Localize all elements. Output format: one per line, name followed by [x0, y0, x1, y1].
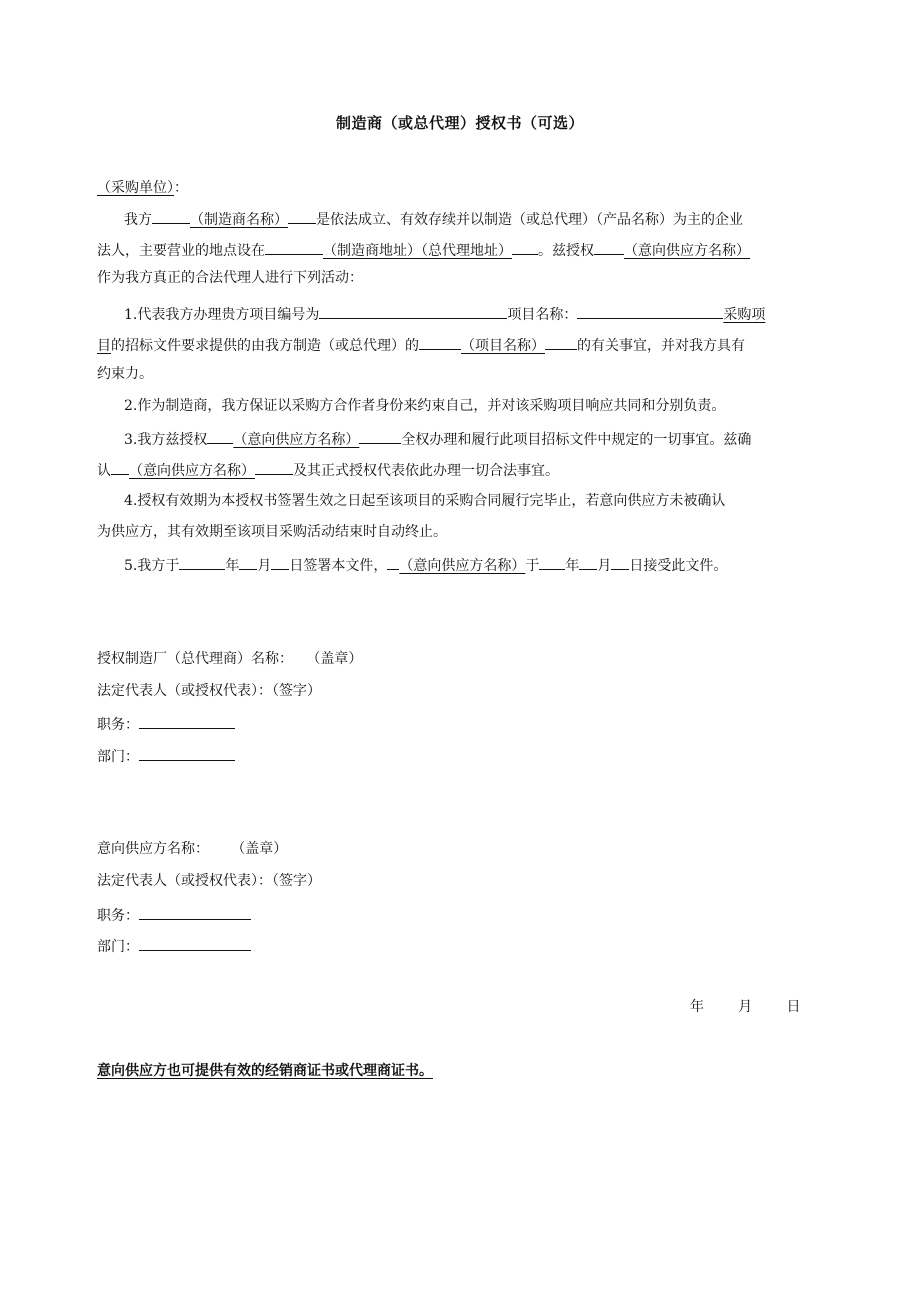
intro-line-1	[124, 208, 833, 230]
item5-year: 年	[225, 558, 240, 574]
item1-line-3: 约束力。	[97, 366, 153, 382]
document-title: 制造商（或总代理）授权书（可选）	[335, 114, 584, 132]
item1-text-f: 的有关事宜，并对我方具有	[577, 338, 745, 354]
intro-text-a: 我方	[124, 212, 152, 228]
supplier-seal-label: （盖章）	[231, 841, 288, 857]
blank	[512, 239, 538, 255]
item5-yu: 于	[525, 558, 540, 574]
item1-text-d: 目	[97, 338, 111, 354]
maker-rep-line: 法定代表人（或授权代表）：（签字）	[97, 683, 321, 699]
date-year: 年	[690, 999, 706, 1015]
item1-text-b: 项目名称：	[507, 307, 578, 323]
supplier-dept-blank	[139, 935, 251, 951]
intro-line-3: 作为我方真正的合法代理人进行下列活动：	[97, 270, 363, 286]
supplier-name-field: （意向供应方名称）	[233, 432, 360, 448]
blank	[207, 428, 233, 444]
item3-line-2	[97, 459, 833, 481]
maker-dept-line	[97, 745, 833, 767]
supplier-rep-line: 法定代表人（或授权代表）：（签字）	[97, 873, 321, 889]
item3-line-1	[124, 428, 833, 450]
blank	[387, 554, 399, 570]
item5-line	[124, 554, 833, 576]
project-name-field: （项目名称）	[461, 338, 545, 354]
supplier-position-line	[97, 904, 833, 926]
item3-text-c: 认	[97, 463, 111, 479]
maker-address-field: （制造商地址）（总代理地址）	[323, 243, 512, 259]
blank	[611, 554, 629, 570]
maker-name-field: （制造商名称）	[190, 212, 288, 228]
blank	[359, 428, 401, 444]
item3-text-b: 全权办理和履行此项目招标文件中规定的一切事宜。兹确	[401, 432, 752, 448]
blank	[419, 334, 461, 350]
supplier-name-field: （意向供应方名称）	[129, 463, 255, 479]
item1-text-c: 采购项	[723, 307, 766, 323]
supplier-name-field: （意向供应方名称）	[399, 558, 526, 574]
project-name-blank	[577, 303, 723, 319]
blank	[271, 554, 289, 570]
item5-month2: 月	[597, 558, 612, 574]
footnote: 意向供应方也可提供有效的经销商证书或代理商证书。	[97, 1063, 433, 1079]
maker-position-label: 职务：	[97, 717, 139, 733]
item4-line-1: 4.授权有效期为本授权书签署生效之日起至该项目的采购合同履行完毕止，若意向供应方未被确认	[124, 493, 726, 509]
blank	[288, 208, 316, 224]
blank	[594, 239, 624, 255]
item1-text-e: 的招标文件要求提供的由我方制造（或总代理）的	[111, 338, 419, 354]
intro-text-b: 是依法成立、有效存续并以制造（或总代理）（产品名称）为主的企业	[316, 212, 743, 228]
maker-dept-label: 部门：	[97, 749, 139, 765]
blank	[255, 459, 293, 475]
addressee-purchaser: （采购单位）	[97, 180, 174, 196]
supplier-name-field: （意向供应方名称）	[624, 243, 750, 259]
blank	[152, 208, 190, 224]
addressee-colon: ：	[174, 180, 188, 196]
item2-line: 2.作为制造商，我方保证以采购方合作者身份来约束自己，并对该采购项目响应共同和分别负责。	[124, 398, 726, 414]
blank	[239, 554, 257, 570]
maker-position-line	[97, 713, 833, 735]
item1-text-a: 1.代表我方办理贵方项目编号为	[124, 307, 320, 323]
maker-dept-blank	[139, 745, 235, 761]
item5-day: 日签署本文件，	[289, 558, 388, 574]
item3-text-d: 及其正式授权代表依此办理一切合法事宜。	[293, 463, 559, 479]
blank	[539, 554, 565, 570]
addressee-line	[97, 178, 833, 198]
blank	[265, 239, 323, 255]
supplier-dept-label: 部门：	[97, 939, 139, 955]
maker-name-label: 授权制造厂（总代理商）名称：	[97, 651, 293, 667]
blank	[545, 334, 577, 350]
intro-line-2	[97, 239, 833, 261]
item3-text-a: 3.我方兹授权	[124, 432, 208, 448]
intro-text-c: 法人，主要营业的地点设在	[97, 243, 265, 259]
item5-text-a: 5.我方于	[124, 558, 180, 574]
item5-day2: 日接受此文件。	[629, 558, 728, 574]
date-day: 日	[786, 999, 803, 1015]
blank	[179, 554, 225, 570]
item5-month: 月	[257, 558, 272, 574]
date-month: 月	[738, 999, 755, 1015]
maker-name-line	[97, 649, 833, 669]
item4-line-2: 为供应方，其有效期至该项目采购活动结束时自动终止。	[97, 524, 447, 540]
item1-line-2	[97, 334, 833, 356]
maker-position-blank	[139, 713, 235, 729]
maker-seal-label: （盖章）	[306, 651, 363, 667]
supplier-position-blank	[139, 904, 251, 920]
blank	[111, 459, 129, 475]
blank	[579, 554, 597, 570]
supplier-name-line	[97, 839, 833, 859]
project-number-blank	[319, 303, 507, 319]
supplier-position-label: 职务：	[97, 908, 139, 924]
intro-text-d: 。兹授权	[538, 243, 594, 259]
item1-line-1	[124, 303, 833, 325]
item5-year2: 年	[565, 558, 580, 574]
supplier-name-label: 意向供应方名称：	[97, 841, 209, 857]
supplier-dept-line	[97, 935, 833, 957]
date-line	[690, 996, 803, 1016]
